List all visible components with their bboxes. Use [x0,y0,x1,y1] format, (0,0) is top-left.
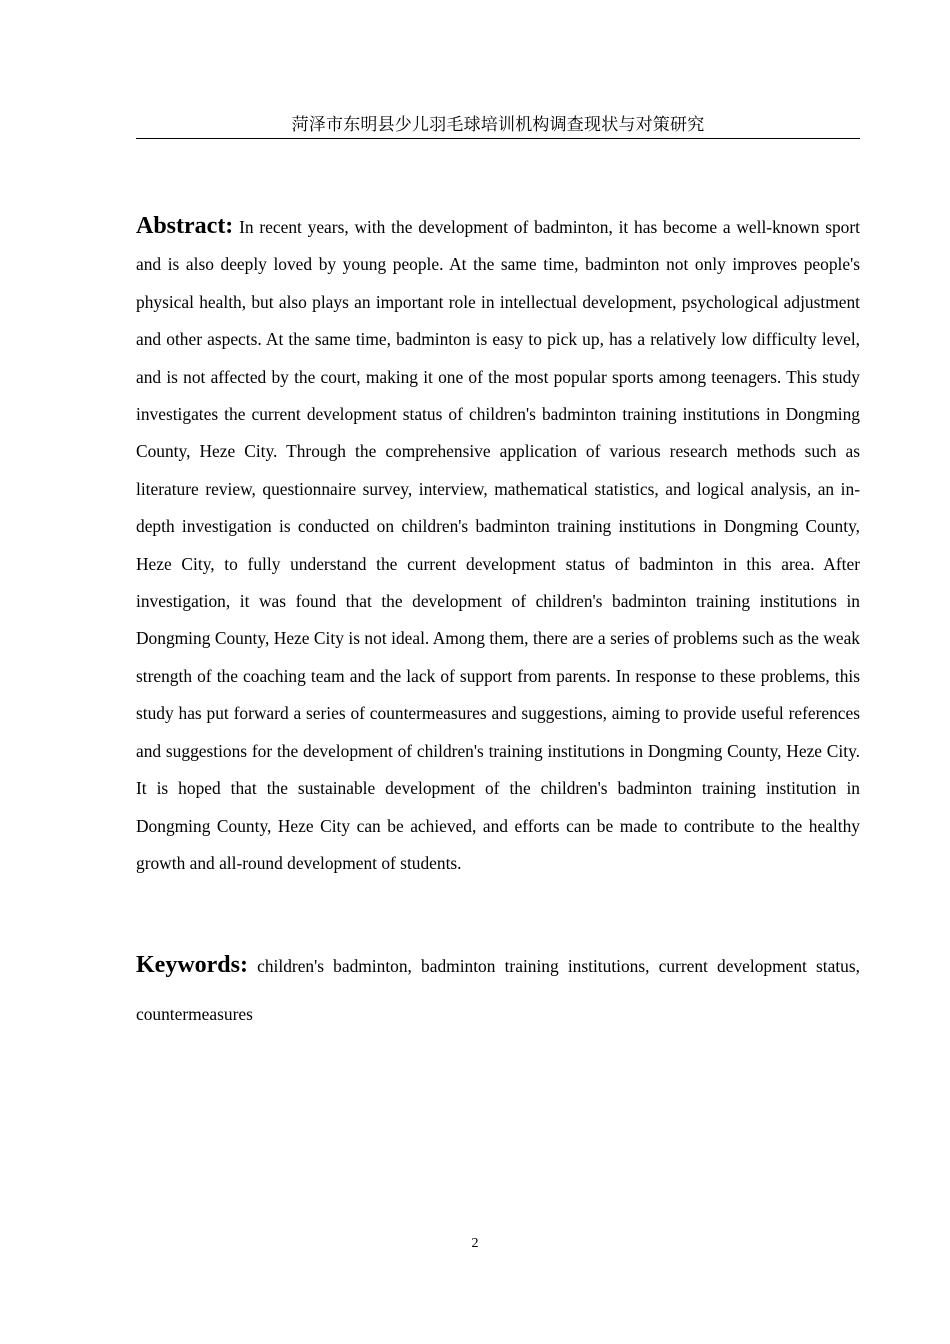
abstract-label: Abstract: [136,213,234,239]
keywords-text: children's badminton, badminton training institutions, current development status, countermeasures [136,956,860,1024]
abstract-text: In recent years, with the development of badminton, it has become a well-known sport and is also deeply loved by young people. At the same time, badminton not only improves people's physical health, but also plays an important role in intellectual development, psychological adjustment and other aspects. At the same time, badminton is easy to pick up, has a relatively low difficulty level, and is not affected by the court, making it one of the most popular sports among teenagers. This study investigates the current development status of children's badminton training institutions in Dongming County, Heze City. Through the comprehensive application of various research methods such as literature review, questionnaire survey, interview, mathematical statistics, and logical analysis, an in-depth investigation is conducted on children's badminton training institutions in Dongming County, Heze City, to fully understand the current development status of badminton in this area. After investigation, it was found that the development of children's badminton training institutions in Dongming County, Heze City is not ideal. Among them, there are a series of problems such as the weak strength of the coaching team and the lack of support from parents. In response to these problems, this study has put forward a series of countermeasures and suggestions, aiming to provide useful references and suggestions for the development of children's training institutions in Dongming County, Heze City. It is hoped that the sustainable development of the children's badminton training institution in Dongming County, Heze City can be achieved, and efforts can be made to contribute to the healthy growth and all-round development of students. [136,217,861,873]
running-header: 菏泽市东明县少儿羽毛球培训机构调查现状与对策研究 [136,114,860,139]
keywords-section [136,941,860,1038]
abstract-section [136,208,860,882]
page-number: 2 [471,1236,479,1251]
keywords-label: Keywords: [136,952,248,978]
